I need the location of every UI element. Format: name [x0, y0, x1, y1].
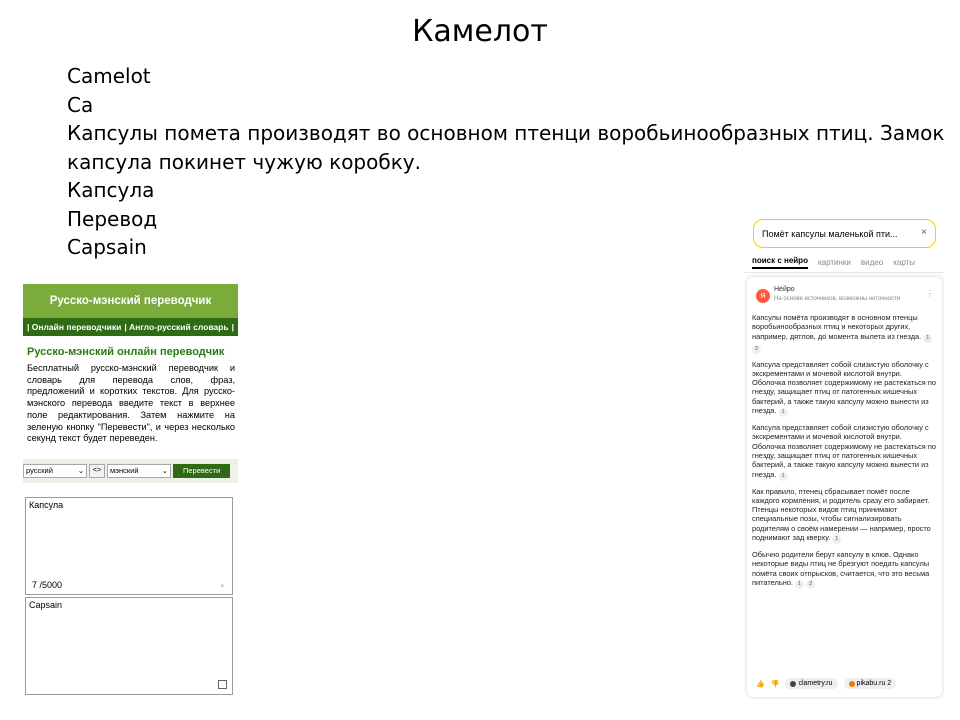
- translator-header: Русско-мэнский переводчик: [23, 284, 238, 318]
- site-icon: [790, 681, 796, 687]
- nav-en-ru-dictionary-link[interactable]: | Англо-русский словарь: [124, 322, 229, 332]
- char-counter: 7 /5000: [32, 580, 63, 590]
- translator-subtitle: Русско-мэнский онлайн переводчик: [27, 346, 225, 358]
- paragraph-text: Обычно родители берут капсулу в клюв. Однако некоторые виды птиц не брезгуют поедать капсулы помёта своих отпрысков, считается, что это весьма питательно.: [752, 550, 930, 587]
- more-menu-icon[interactable]: ⋮: [926, 289, 934, 298]
- reference-badge[interactable]: 1: [832, 535, 841, 544]
- thumbs-down-icon[interactable]: 👎: [770, 680, 780, 688]
- search-query-text: Помёт капсулы маленькой пти...: [762, 228, 898, 239]
- answer-paragraph: [752, 550, 937, 589]
- result-text-area[interactable]: [25, 597, 233, 695]
- search-tabs: [744, 253, 944, 273]
- tab-neuro-search[interactable]: поиск с нейро: [752, 256, 808, 269]
- translator-nav: [23, 318, 238, 336]
- answer-card: [747, 277, 942, 697]
- answer-paragraph: [752, 487, 937, 544]
- source-chip[interactable]: [785, 678, 837, 689]
- reference-badge[interactable]: 1: [779, 408, 788, 417]
- text-line: Перевод: [67, 206, 158, 231]
- source-text-area[interactable]: [25, 497, 233, 595]
- source-note: На основе источников, возможны неточности: [774, 296, 901, 302]
- result-text-value: Capsain: [29, 600, 63, 610]
- chevron-down-icon: ⌄: [77, 466, 84, 476]
- resize-icon: ×: [220, 584, 224, 590]
- source-name: Нейро: [774, 286, 795, 293]
- answer-paragraph: [752, 313, 937, 354]
- answer-paragraph: [752, 423, 937, 480]
- target-language-select[interactable]: [107, 464, 171, 478]
- target-language-value: мэнский: [110, 466, 139, 476]
- paragraph-text: Капсулы помёта производят в основном птенцы воробьинообразных птиц и некоторых других, например, дятлов, до момента вылета из гнезда.: [752, 313, 922, 341]
- thumbs-up-icon[interactable]: 👍: [756, 680, 765, 688]
- slide-title: Камелот: [412, 14, 548, 49]
- source-text-value: Капсула: [29, 500, 64, 510]
- reference-badge[interactable]: 1: [779, 472, 788, 481]
- nav-separator: |: [231, 322, 234, 332]
- answer-paragraph: [752, 360, 937, 417]
- nav-online-translators-link[interactable]: | Онлайн переводчики: [27, 322, 122, 332]
- translator-description: Бесплатный русско-мэнский переводчик и словарь для перевода слов, фраз, предложений и коротких текстов. Для русско-мэнского перевода введите текст в верхнее поле редактирования. Затем нажмите на зеленую кнопку "Перевести", и через несколько секунд текст будет переведен.: [27, 363, 235, 444]
- answer-body: [752, 313, 937, 595]
- text-line: Капсула: [67, 178, 155, 202]
- reference-badge[interactable]: 2: [752, 345, 761, 354]
- reference-badge[interactable]: 2: [806, 580, 815, 589]
- neuro-logo-icon: Я: [756, 289, 770, 303]
- chevron-down-icon: ⌄: [161, 466, 168, 476]
- translator-controls: [23, 459, 238, 483]
- tab-maps[interactable]: карты: [893, 258, 915, 267]
- tab-images[interactable]: картинки: [817, 258, 851, 267]
- swap-languages-button[interactable]: <>: [89, 464, 105, 478]
- search-input[interactable]: [753, 219, 936, 248]
- tab-video[interactable]: видео: [860, 258, 884, 267]
- text-line: Ca: [67, 92, 94, 117]
- answer-footer: [756, 678, 896, 689]
- translator-panel: [23, 284, 238, 699]
- paragraph-text: Капсула представляет собой слизистую оболочку с экскрементами и мочевой кислотой внутри. Оболочка позволяет содержимому не растекаться по гнезду, защищает птиц от патогенных кишечных бактерий, а также такую капсулу можно вынести из гнезда.: [752, 359, 936, 416]
- source-language-value: русский: [26, 466, 53, 476]
- text-line: Camelot: [67, 64, 151, 88]
- text-line: Капсулы помета производят во основном птенци воробьинообразных птиц. Замок капсула покинет чужую коробку.: [67, 121, 951, 174]
- translate-button[interactable]: Перевести: [173, 464, 230, 478]
- reference-badge[interactable]: 1: [923, 334, 932, 343]
- close-icon[interactable]: ×: [921, 227, 927, 238]
- text-line: Capsain: [67, 235, 147, 259]
- source-chip-label: pikabu.ru 2: [856, 680, 892, 687]
- source-language-select[interactable]: [23, 464, 87, 478]
- site-icon: [849, 681, 855, 687]
- source-chip-label: clametry.ru: [798, 680, 833, 687]
- reference-badge[interactable]: 1: [795, 580, 804, 589]
- copy-icon[interactable]: [218, 680, 227, 689]
- paragraph-text: Как правило, птенец сбрасывает помёт после каждого кормления, и родитель сразу его забирает. Птенцы некоторых видов птиц принимают специальные позы, чтобы сигнализировать родителям о своём намерении — например, просто поднимают зад кверху.: [752, 486, 931, 543]
- source-chip[interactable]: [844, 678, 897, 689]
- paragraph-text: Капсула представляет собой слизистую оболочку с экскрементами и мочевой кислотой внутри. Оболочка позволяет содержимому не растекаться по гнезду, защищает птиц от патогенных кишечных бактерий, а также такую капсулу можно вынести из гнезда.: [752, 423, 936, 479]
- yandex-panel: [744, 210, 944, 700]
